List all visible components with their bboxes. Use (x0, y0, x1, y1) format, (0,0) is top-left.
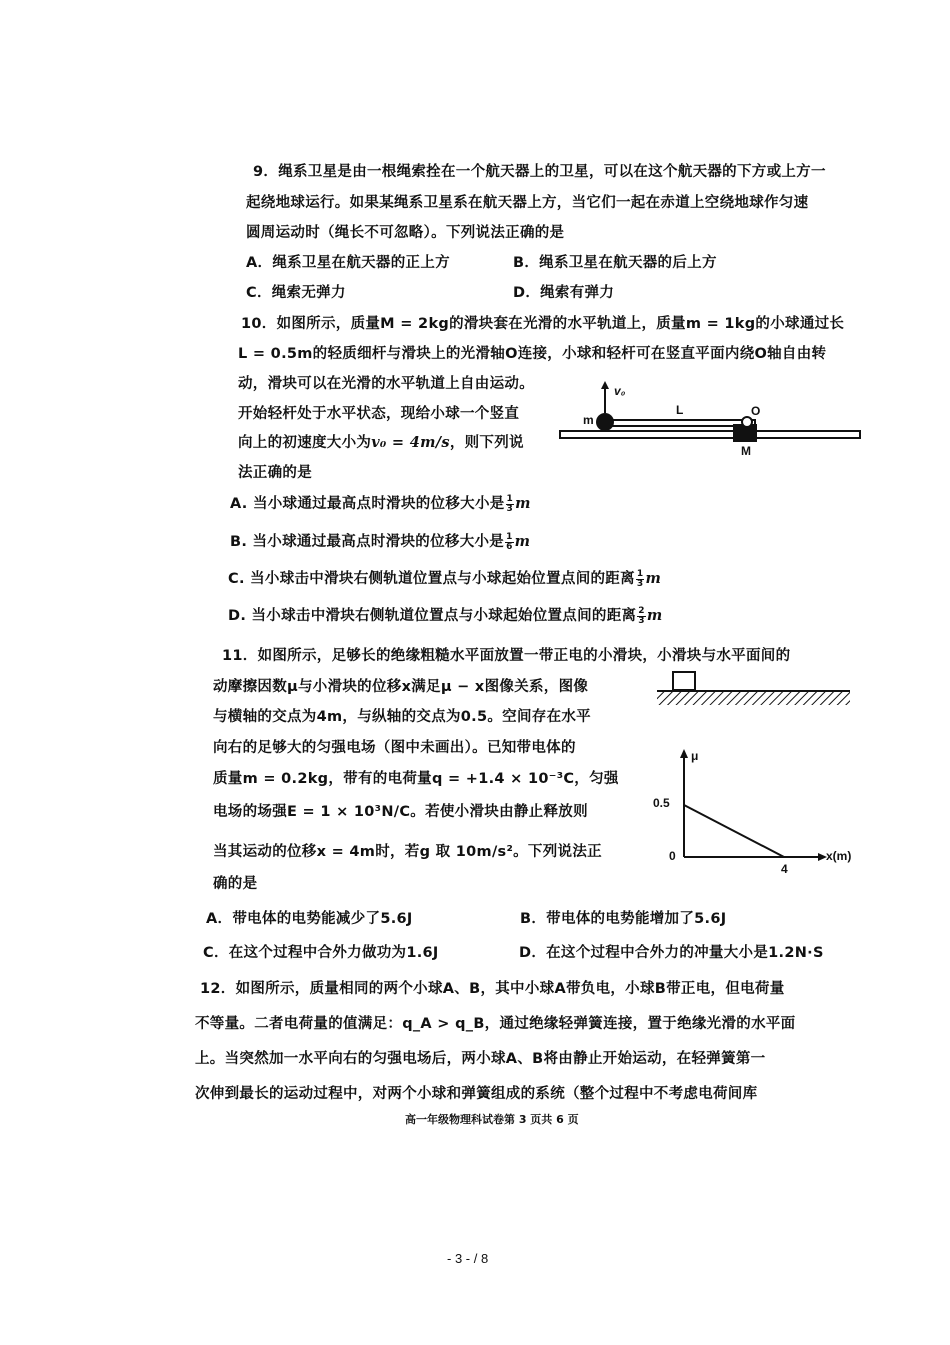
graph-y-tick: 0.5 (653, 796, 670, 810)
q11-surface-figure (655, 666, 855, 710)
q11-line-6: 电场的场强E = 1 × 10³N/C。若使小滑块由静止释放则 (213, 804, 588, 820)
q11-line-3: 与横轴的交点为4m，与纵轴的交点为0.5。空间存在水平 (213, 709, 591, 725)
q11-line-5: 质量m = 0.2kg，带有的电荷量q = +1.4 × 10⁻³C，匀强 (213, 771, 619, 787)
q11-line-4: 向右的足够大的匀强电场（图中未画出）。已知带电体的 (213, 740, 576, 756)
small-ball (596, 413, 614, 431)
q11-option-c: C．在这个过程中合外力做功为1.6J (203, 945, 439, 961)
label-l: L (676, 403, 684, 417)
q9-option-b: B．绳系卫星在航天器的后上方 (513, 255, 717, 271)
q9-option-d: D．绳索有弹力 (513, 285, 615, 301)
graph-y-label: μ (691, 749, 699, 763)
small-slider-block (673, 672, 695, 690)
q10-line-4: 开始轻杆处于水平状态，现给小球一个竖直 (238, 406, 520, 422)
q10-line-5 (238, 431, 524, 452)
label-o: O (751, 404, 761, 418)
q12-line-2: 不等量。二者电荷量的值满足：q_A > q_B，通过绝缘轻弹簧连接，置于绝缘光滑的水平面 (195, 1016, 796, 1032)
horizontal-track (560, 431, 860, 438)
q10-line-1: 10．如图所示，质量M = 2kg的滑块套在光滑的水平轨道上，质量m = 1kg的小球通过长 (241, 316, 845, 332)
graph-origin: 0 (669, 849, 676, 863)
q9-line-2: 起绕地球运行。如果某绳系卫星系在航天器上方，当它们一起在赤道上空绕地球作匀速 (246, 195, 809, 211)
q10-option-d-text: D. 当小球击中滑块右侧轨道位置点与小球起始位置点间的距离 (228, 608, 637, 624)
q9-line-1: 9．绳系卫星是由一根绳索拴在一个航天器上的卫星，可以在这个航天器的下方或上方一 (253, 164, 826, 180)
light-rod (605, 420, 755, 426)
q10-option-d (228, 604, 663, 626)
q10-option-c (228, 567, 661, 589)
q11-line-2: 动摩擦因数μ与小滑块的位移x满足μ − x图像关系，图像 (213, 679, 589, 695)
q10-option-b-unit: m (514, 533, 531, 550)
q11-option-a: A．带电体的电势能减少了5.6J (206, 911, 413, 927)
label-v0: v₀ (614, 384, 626, 398)
q11-line-7: 当其运动的位移x = 4m时，若g 取 10m/s²。下列说法正 (213, 844, 602, 860)
q9-option-a: A．绳系卫星在航天器的正上方 (246, 255, 450, 271)
q10-option-a-text: A. 当小球通过最高点时滑块的位移大小是 (230, 496, 505, 512)
label-m: m (583, 413, 594, 427)
pivot-o (742, 417, 752, 427)
q10-option-b-fraction: $\frac{1}{6}$ (506, 531, 513, 552)
exam-footer: 高一年级物理科试卷第 3 页共 6 页 (405, 1113, 579, 1126)
q11-line-8: 确的是 (213, 876, 258, 892)
q11-option-b: B．带电体的电势能增加了5.6J (520, 911, 727, 927)
q10-option-a-fraction: $\frac{1}{3}$ (506, 493, 514, 514)
q10-option-c-fraction: $\frac{1}{3}$ (636, 568, 644, 589)
q10-option-d-fraction: $\frac{2}{3}$ (638, 605, 645, 626)
q10-option-c-unit: m (645, 570, 662, 587)
q10-line-3: 动，滑块可以在光滑的水平轨道上自由运动。 (238, 376, 534, 392)
label-big-m: M (741, 444, 751, 458)
q9-line-3: 圆周运动时（绳长不可忽略）。下列说法正确的是 (246, 225, 565, 241)
q10-line-5-a: 向上的初速度大小为 (238, 435, 372, 451)
rough-surface-hatch (657, 692, 850, 705)
velocity-arrow-head (601, 381, 609, 389)
q9-option-c: C．绳索无弹力 (246, 285, 346, 301)
q10-line-2: L = 0.5m的轻质细杆与滑块上的光滑轴O连接，小球和轻杆可在竖直平面内绕O轴自由转 (238, 346, 827, 362)
mu-x-graph (660, 745, 840, 870)
q10-option-d-unit: m (646, 607, 663, 624)
q12-line-4: 次伸到最长的运动过程中，对两个小球和弹簧组成的系统（整个过程中不考虑电荷间库 (195, 1086, 758, 1102)
graph-x-tick: 4 (781, 862, 788, 876)
q10-option-a-unit: m (515, 495, 531, 512)
mu-line (684, 805, 784, 857)
graph-x-label: x(m) (826, 849, 852, 863)
q10-option-b (230, 530, 530, 552)
q10-line-5-c: ，则下列说 (449, 435, 524, 451)
q10-figure (555, 378, 865, 458)
q12-line-1: 12．如图所示，质量相同的两个小球A、B，其中小球A带负电，小球B带正电，但电荷量 (200, 981, 785, 997)
page-number: - 3 - / 8 (447, 1251, 489, 1266)
q12-line-3: 上。当突然加一水平向右的匀强电场后，两小球A、B将由静止开始运动，在轻弹簧第一 (195, 1051, 766, 1067)
q10-v0-value: v₀ = 4m/s (371, 434, 450, 451)
y-axis-arrow (680, 749, 688, 758)
q10-option-b-text: B. 当小球通过最高点时滑块的位移大小是 (230, 534, 505, 550)
q11-line-1: 11．如图所示，足够长的绝缘粗糙水平面放置一带正电的小滑块，小滑块与水平面间的 (222, 648, 791, 664)
q11-option-d: D．在这个过程中合外力的冲量大小是1.2N·S (519, 945, 824, 961)
q10-line-6: 法正确的是 (238, 465, 312, 481)
q10-option-c-text: C. 当小球击中滑块右侧轨道位置点与小球起始位置点间的距离 (228, 571, 635, 587)
q10-option-a (230, 492, 531, 514)
